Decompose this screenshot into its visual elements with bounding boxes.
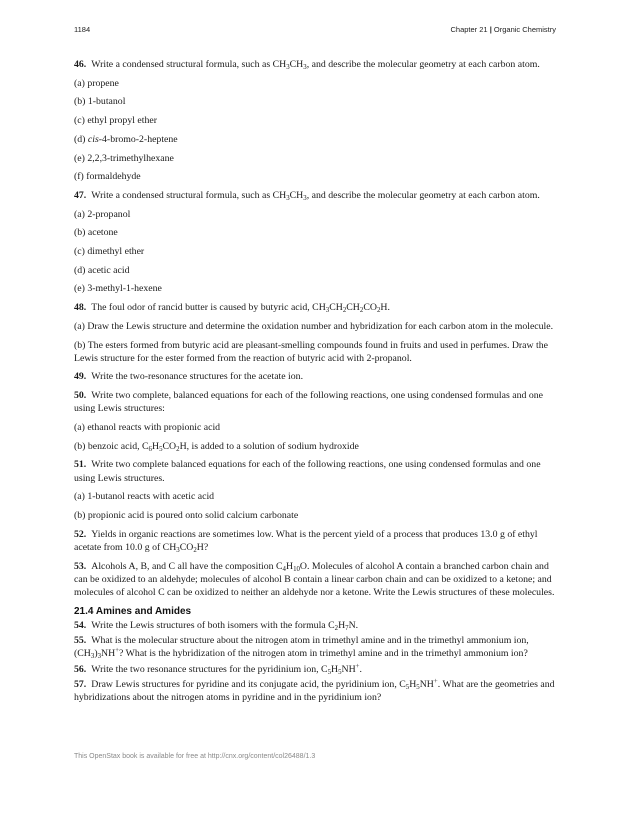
chapter-heading	[450, 25, 556, 34]
question-46: 46. Write a condensed structural formula, such as $CH_3CH_3$, and describe the molecular geometry at each carbon atom.	[74, 59, 540, 71]
question-49: 49. Write the two-resonance structures for the acetate ion.	[74, 371, 304, 383]
option: (a) Draw the Lewis structure and determine the oxidation number and hybridization for each carbon atom in the molecule.	[74, 320, 554, 332]
section-heading: 21.4 Amines and Amides	[74, 605, 192, 617]
question-50: 50. Write two complete, balanced equations for each of the following reactions, one using condensed formulas and one using Lewis structures:	[74, 390, 543, 415]
option: (a) ethanol reacts with propionic acid	[74, 422, 221, 434]
question-55: 55. What is the molecular structure about the nitrogen atom in trimethyl amine and in the trimethyl ammonium ion, $(CH_3)_3NH^+$? What is the hybridization of the nitrogen atom in trimethyl amine and in the trimethyl ammonium ion?	[74, 635, 529, 661]
page-number: 1184	[74, 25, 91, 34]
page-footer: This OpenStax book is available for free at http://cnx.org/content/col26488/1.3	[74, 753, 316, 760]
option: (f) formaldehyde	[74, 171, 141, 183]
option: (b) 1-butanol	[74, 96, 126, 108]
option: (c) ethyl propyl ether	[74, 115, 157, 127]
question-52: 52. Yields in organic reactions are sometimes low. What is the percent yield of a process that produces 13.0 g of ethyl acetate from 10.0 g of $CH_3CO_2H$?	[74, 528, 538, 554]
option: (b) The esters formed from butyric acid are pleasant-smelling compounds found in fruits and used in perfumes. Draw the Lewis structure for the ester formed from the reaction of butyric acid with 2-propanol.	[74, 339, 549, 364]
option: (b) propionic acid is poured onto solid calcium carbonate	[74, 510, 299, 522]
option: (a) 1-butanol reacts with acetic acid	[74, 491, 215, 503]
option: (e) 3-methyl-1-hexene	[74, 283, 162, 295]
question-57: 57. Draw Lewis structures for pyridine and its conjugate acid, the pyridinium ion, $C_5H_5NH^+$. What are the geometries and hybridizations about the nitrogen atoms in pyridine and in the pyridinium ion?	[74, 677, 555, 704]
option: (c) dimethyl ether	[74, 246, 145, 258]
option: (d) acetic acid	[74, 264, 130, 276]
exercise-list	[74, 58, 556, 706]
option: (b) benzoic acid, $C_6H_5CO_2H$, is added to a solution of sodium hydroxide	[74, 440, 359, 453]
question-54: 54. Write the Lewis structures of both isomers with the formula $C_2H_7N$.	[74, 620, 359, 632]
question-51: 51. Write two complete balanced equations for each of the following reactions, one using condensed formulas and one using Lewis structures.	[74, 459, 541, 484]
question-47: 47. Write a condensed structural formula, such as $CH_3CH_3$, and describe the molecular geometry at each carbon atom.	[74, 189, 540, 202]
option: (a) 2-propanol	[74, 208, 131, 220]
question-48: 48. The foul odor of rancid butter is caused by butyric acid, $CH_3CH_2CH_2CO_2H$.	[74, 302, 390, 315]
option: (a) propene	[74, 77, 119, 89]
chapter-title: Organic Chemistry	[493, 25, 556, 34]
question-56: 56. Write the two resonance structures for the pyridinium ion, $C_5H_5NH^+$.	[74, 662, 362, 676]
header-separator: |	[489, 25, 492, 34]
option: (d) cis-4-bromo-2-heptene	[74, 133, 178, 145]
option: (e) 2,2,3-trimethylhexane	[74, 152, 174, 164]
question-53: 53. Alcohols A, B, and C all have the composition $C_4H_{10}O$. Molecules of alcohol A contain a branched carbon chain and can be oxidized to an aldehyde; molecules of alcohol B contain a linear carbon chain and can be oxidized to a ketone; and molecules of alcohol C can be oxidized to neither an aldehyde nor a ketone. Write the Lewis structures of these molecules.	[74, 560, 555, 599]
option: (b) acetone	[74, 227, 118, 239]
page-header	[0, 25, 630, 39]
chapter-label: Chapter 21	[450, 25, 488, 34]
